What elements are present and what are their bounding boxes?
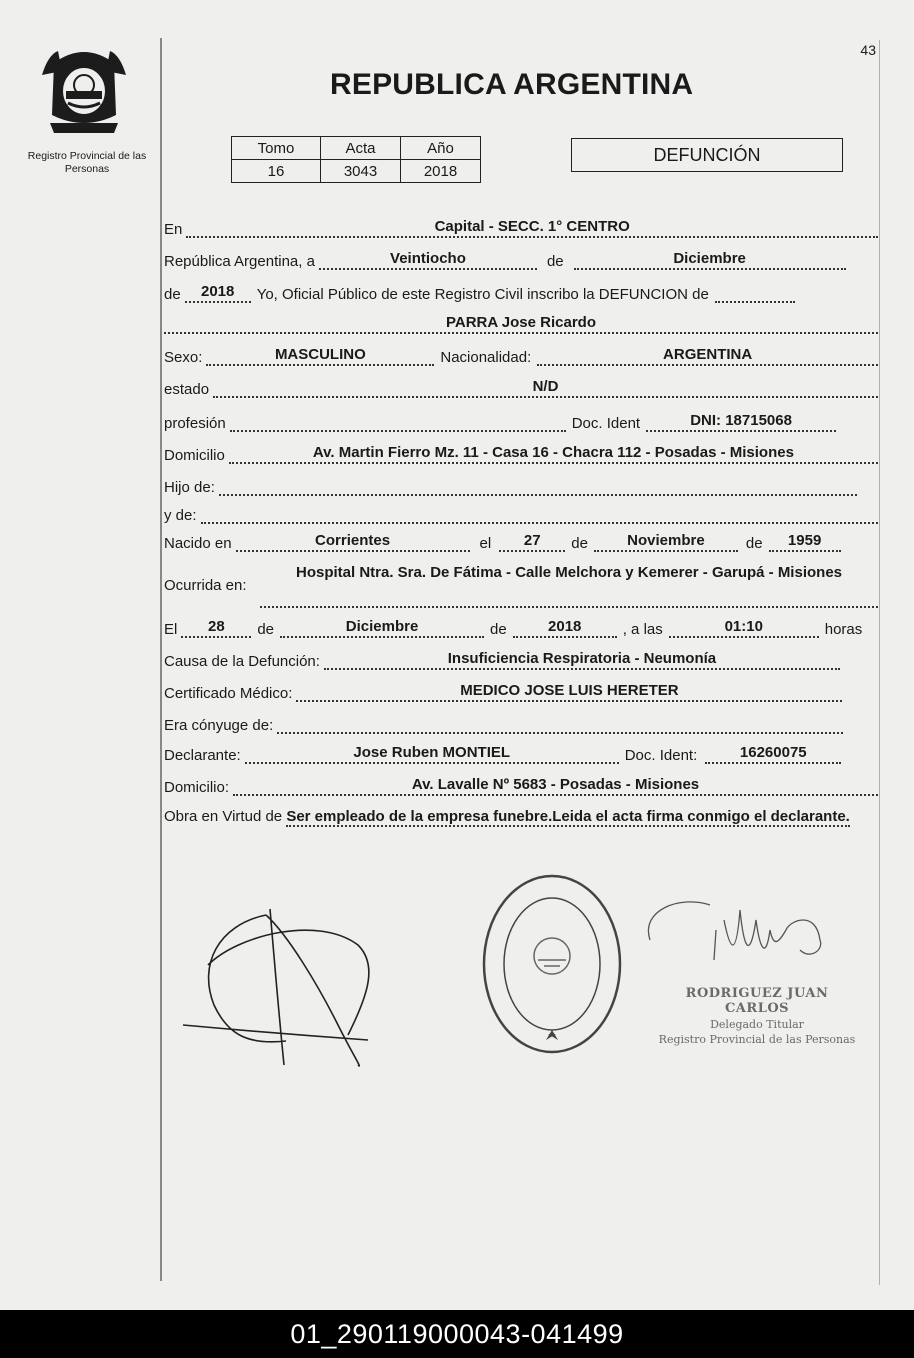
death-year-field: 2018	[513, 618, 617, 638]
place-field: Capital - SECC. 1° CENTRO	[186, 218, 878, 238]
row-conyuge	[164, 714, 878, 734]
tomo-value: 16	[232, 160, 321, 183]
row-domicilio-declarante	[164, 776, 878, 796]
right-margin-line	[879, 40, 880, 1285]
profesion-field	[230, 412, 566, 432]
domicilio-label: Domicilio	[164, 447, 225, 464]
declarant-signature	[178, 905, 378, 1075]
reference-table	[231, 136, 481, 183]
cause-field: Insuficiencia Respiratoria - Neumonía	[324, 650, 840, 670]
row-en	[164, 218, 878, 238]
footer-code: 01_290119000043-041499	[0, 1310, 914, 1358]
reference-header-row	[232, 137, 481, 160]
obra-label: Obra en Virtud de	[164, 808, 283, 825]
nacionalidad-label: Nacionalidad:	[440, 349, 532, 366]
row-profesion	[164, 412, 878, 432]
profesion-label: profesión	[164, 415, 226, 432]
row-causa	[164, 650, 878, 670]
occurrence-place-field: Hospital Ntra. Sra. De Fátima - Calle Melchora y Kemerer - Garupá - Misiones	[260, 562, 878, 608]
de-label: de	[571, 535, 588, 552]
domicilio-field: Av. Martin Fierro Mz. 11 - Casa 16 - Chacra 112 - Posadas - Misiones	[229, 444, 878, 464]
tomo-header: Tomo	[232, 137, 321, 160]
month-text-field: Diciembre	[574, 250, 846, 270]
conyuge-label: Era cónyuge de:	[164, 717, 274, 734]
official-registry: Registro Provincial de las Personas	[658, 1033, 856, 1046]
doc-label: Doc. Ident:	[624, 747, 698, 764]
row-nacido	[164, 532, 878, 552]
row-ocurrida	[164, 562, 878, 608]
doc-label: Doc. Ident	[571, 415, 641, 432]
page-number: 43	[860, 42, 876, 58]
death-day-field: 28	[181, 618, 251, 638]
declarant-address-field: Av. Lavalle Nº 5683 - Posadas - Misiones	[233, 776, 878, 796]
anio-header: Año	[401, 137, 481, 160]
obra-field: Ser empleado de la empresa funebre.Leida el acta firma conmigo el declarante.	[286, 808, 850, 825]
official-signature	[640, 890, 840, 970]
row-declarante	[164, 744, 878, 764]
death-month-field: Diciembre	[280, 618, 484, 638]
birth-month-field: Noviembre	[594, 532, 738, 552]
hijo-label: Hijo de:	[164, 479, 215, 496]
official-title: Delegado Titular	[710, 1018, 804, 1031]
acta-value: 3043	[321, 160, 401, 183]
yde-label: y de:	[164, 507, 197, 524]
row-certificado	[164, 682, 878, 702]
domicilio-label: Domicilio:	[164, 779, 230, 796]
declarante-label: Declarante:	[164, 747, 241, 764]
de-label: de	[546, 253, 564, 270]
acta-header: Acta	[321, 137, 401, 160]
en-label: En	[164, 221, 183, 238]
sexo-field: MASCULINO	[206, 346, 434, 366]
certificate-field: MEDICO JOSE LUIS HERETER	[296, 682, 842, 702]
official-name: RODRIGUEZ JUAN CARLOS	[685, 986, 829, 1016]
row-yde	[164, 504, 878, 524]
document-type-box: DEFUNCIÓN	[571, 138, 843, 172]
birth-day-field: 27	[499, 532, 565, 552]
anio-value: 2018	[401, 160, 481, 183]
left-margin-line	[160, 38, 162, 1281]
row-name	[164, 314, 878, 334]
de-label: de	[257, 621, 275, 638]
row-sexo	[164, 346, 878, 366]
sexo-label: Sexo:	[164, 349, 203, 366]
estado-field: N/D	[213, 378, 878, 398]
el-label: el	[479, 535, 492, 552]
row-date	[164, 250, 878, 270]
de-label: de	[745, 535, 763, 552]
nacionalidad-field: ARGENTINA	[537, 346, 878, 366]
causa-label: Causa de la Defunción:	[164, 653, 320, 670]
hour-field: 01:10	[669, 618, 819, 638]
row-estado	[164, 378, 878, 398]
obra-paragraph	[164, 806, 876, 827]
yde-field	[201, 504, 878, 524]
declarant-field: Jose Ruben MONTIEL	[245, 744, 619, 764]
year-field: 2018	[185, 283, 251, 303]
official-stamp	[652, 986, 862, 1046]
deceased-name-field: PARRA Jose Ricardo	[164, 314, 878, 334]
reference-value-row	[232, 160, 481, 183]
inscribo-text: Yo, Oficial Público de este Registro Civil inscribo la DEFUNCION de	[256, 286, 709, 303]
certificado-label: Certificado Médico:	[164, 685, 293, 702]
el-label: El	[164, 621, 178, 638]
spouse-field	[277, 714, 843, 734]
birth-year-field: 1959	[769, 532, 841, 552]
doc-field: DNI: 18715068	[646, 412, 836, 432]
de-label: de	[490, 621, 507, 638]
row-domicilio	[164, 444, 878, 464]
nacido-label: Nacido en	[164, 535, 232, 552]
row-year	[164, 283, 878, 303]
registry-caption: Registro Provincial de las Personas	[27, 150, 147, 175]
hijo-field	[219, 476, 857, 496]
registry-seal	[478, 870, 628, 1058]
republica-label: República Argentina, a	[164, 253, 315, 270]
row-fecha-defuncion	[164, 618, 878, 638]
de-label: de	[164, 286, 181, 303]
row-hijo	[164, 476, 878, 496]
ocurrida-label: Ocurrida en:	[164, 576, 247, 594]
horas-label: horas	[824, 621, 863, 638]
blank-field	[715, 283, 795, 303]
birth-place-field: Corrientes	[236, 532, 470, 552]
page-title: REPUBLICA ARGENTINA	[330, 68, 694, 101]
declarant-doc-field: 16260075	[705, 744, 841, 764]
province-coat-of-arms-icon	[40, 45, 128, 137]
estado-label: estado	[164, 381, 210, 398]
alas-label: , a las	[622, 621, 663, 638]
day-text-field: Veintiocho	[319, 250, 537, 270]
